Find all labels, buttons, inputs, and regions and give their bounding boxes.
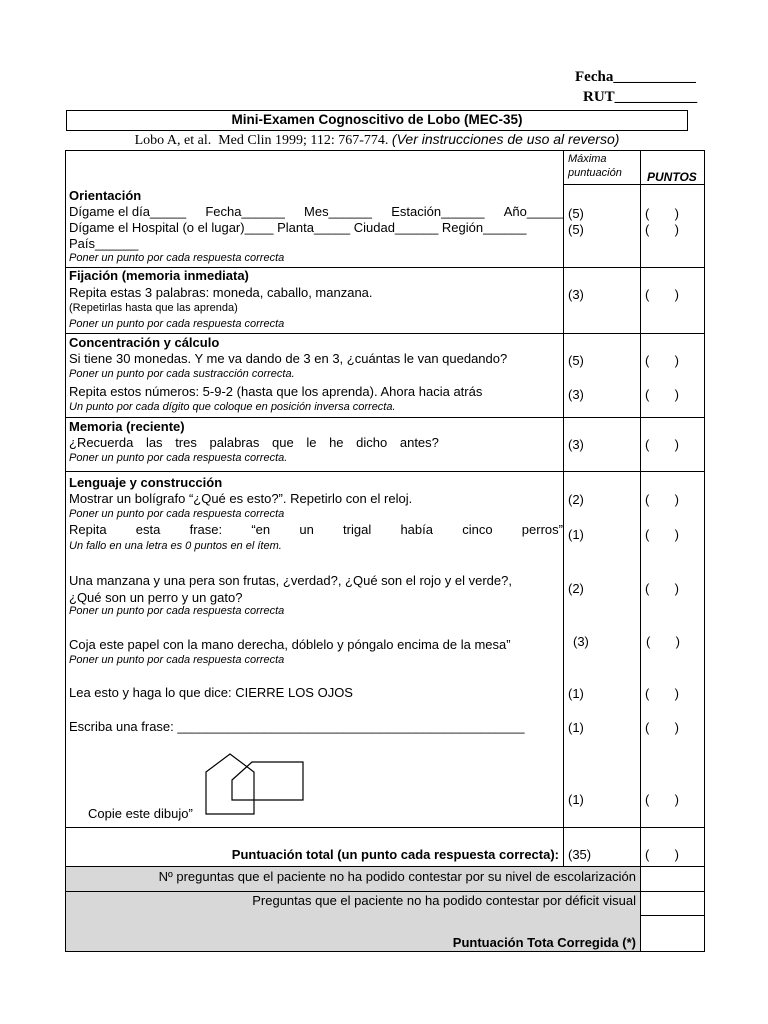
memoria-max: (3) xyxy=(568,437,584,452)
rule-visual-points xyxy=(640,915,705,916)
page-title: Mini-Examen Cognoscitivo de Lobo (MEC-35) xyxy=(231,112,523,127)
lenguaje-note1: Poner un punto por cada respuesta correcta xyxy=(69,508,285,520)
lenguaje-note4: Poner un punto por cada respuesta correcta xyxy=(69,654,285,666)
lenguaje-points6[interactable]: ( ) xyxy=(645,720,679,735)
rule-memoria xyxy=(65,471,705,472)
word: ¿Recuerda xyxy=(69,435,134,450)
field-fecha: Fecha______ xyxy=(205,204,285,219)
concentracion-max2: (3) xyxy=(568,387,584,402)
table-left xyxy=(65,150,66,952)
word: frase: xyxy=(189,522,223,537)
corregida-label: Puntuación Tota Corregida (*) xyxy=(452,935,636,950)
orientacion-max2: (5) xyxy=(568,222,584,237)
fijacion-max: (3) xyxy=(568,287,584,302)
fijacion-points[interactable]: ( ) xyxy=(645,287,679,302)
lenguaje-question7: Copie este dibujo” xyxy=(88,806,193,821)
rut-field[interactable]: RUT___________ xyxy=(583,89,698,105)
memoria-note: Poner un punto por cada respuesta correcta. xyxy=(69,452,288,464)
orientacion-points1[interactable]: ( ) xyxy=(645,206,679,221)
fijacion-note: Poner un punto por cada respuesta correcta xyxy=(69,318,285,330)
orientacion-row1 xyxy=(69,204,563,219)
word: he xyxy=(329,435,344,450)
word: un xyxy=(299,522,314,537)
lenguaje-question6: Escriba una frase: ________________________________________________ xyxy=(69,719,525,734)
concentracion-points1[interactable]: ( ) xyxy=(645,353,679,368)
section-orientacion: Orientación xyxy=(69,188,142,203)
word: “en xyxy=(251,522,271,537)
orientacion-note: Poner un punto por cada respuesta correcta xyxy=(69,252,285,264)
field-ano: Año_____ xyxy=(503,204,563,219)
lenguaje-max1: (2) xyxy=(568,492,584,507)
concentracion-question2: Repita estos números: 5-9-2 (hasta que los aprenda). Ahora hacia atrás xyxy=(69,384,483,399)
lenguaje-max4: (3) xyxy=(573,634,589,649)
lenguaje-max6: (1) xyxy=(568,720,584,735)
lenguaje-note2: Un fallo en una letra es 0 puntos en el ítem. xyxy=(69,540,282,552)
lenguaje-max3: (2) xyxy=(568,581,584,596)
word: las xyxy=(145,435,163,450)
max-header-line2: puntuación xyxy=(568,167,622,179)
lenguaje-max5: (1) xyxy=(568,686,584,701)
word: perros” xyxy=(521,522,563,537)
fijacion-subnote: (Repetirlas hasta que las aprenda) xyxy=(69,302,238,314)
word: Repita xyxy=(69,522,107,537)
instructions-note: (Ver instrucciones de uso al reverso) xyxy=(391,131,620,147)
lenguaje-max7: (1) xyxy=(568,792,584,807)
rule-concentracion xyxy=(65,417,705,418)
lenguaje-question1: Mostrar un bolígrafo “¿Qué es esto?”. Repetirlo con el reloj. xyxy=(69,491,413,506)
word: le xyxy=(306,435,317,450)
table-top xyxy=(65,150,705,151)
section-fijacion: Fijación (memoria inmediata) xyxy=(69,268,249,283)
word: dicho xyxy=(356,435,388,450)
rule-lenguaje xyxy=(65,827,705,828)
section-concentracion: Concentración y cálculo xyxy=(69,335,220,350)
word: tres xyxy=(175,435,197,450)
total-max: (35) xyxy=(568,847,592,862)
concentracion-question1: Si tiene 30 monedas. Y me va dando de 3 en 3, ¿cuántas le van quedando? xyxy=(69,351,508,366)
rule-escolarizacion xyxy=(65,891,705,892)
orientacion-row3: País______ xyxy=(69,236,139,251)
lenguaje-note3: Poner un punto por cada respuesta correcta xyxy=(69,605,285,617)
concentracion-note2: Un punto por cada dígito que coloque en posición inversa correcta. xyxy=(69,401,396,413)
lenguaje-points4[interactable]: ( ) xyxy=(646,634,680,649)
lenguaje-question2 xyxy=(69,522,563,537)
concentracion-note1: Poner un punto por cada sustracción correcta. xyxy=(69,368,295,380)
lenguaje-points5[interactable]: ( ) xyxy=(645,686,679,701)
orientacion-points2[interactable]: ( ) xyxy=(645,222,679,237)
pentagon-left xyxy=(206,754,254,814)
lenguaje-question5: Lea esto y haga lo que dice: CIERRE LOS OJOS xyxy=(69,685,353,700)
word: trigal xyxy=(343,522,372,537)
visual-label: Preguntas que el paciente no ha podido contestar por déficit visual xyxy=(252,893,636,908)
citation: Lobo A, et al. Med Clin 1999; 112: 767-774. xyxy=(134,133,392,148)
lenguaje-question4: Coja este papel con la mano derecha, dóblelo y póngalo encima de la mesa” xyxy=(69,637,511,652)
table-right xyxy=(704,150,705,952)
escolarizacion-label: Nº preguntas que el paciente no ha podido contestar por su nivel de escolarización xyxy=(158,869,636,884)
lenguaje-points7[interactable]: ( ) xyxy=(645,792,679,807)
orientacion-row2: Dígame el Hospital (o el lugar)____ Planta_____ Ciudad______ Región______ xyxy=(69,220,527,235)
section-memoria: Memoria (reciente) xyxy=(69,419,185,434)
lenguaje-points3[interactable]: ( ) xyxy=(645,581,679,596)
field-dia: Dígame el día_____ xyxy=(69,204,187,219)
word: cinco xyxy=(462,522,493,537)
word: esta xyxy=(135,522,161,537)
word: había xyxy=(400,522,433,537)
col-max-divider xyxy=(563,150,564,867)
lenguaje-points2[interactable]: ( ) xyxy=(645,527,679,542)
lenguaje-points1[interactable]: ( ) xyxy=(645,492,679,507)
fijacion-question: Repita estas 3 palabras: moneda, caballo, manzana. xyxy=(69,285,373,300)
memoria-points[interactable]: ( ) xyxy=(645,437,679,452)
word: antes? xyxy=(399,435,439,450)
word: palabras xyxy=(209,435,260,450)
header-rule xyxy=(563,184,705,185)
lenguaje-max2: (1) xyxy=(568,527,584,542)
lenguaje-question3b: ¿Qué son un perro y un gato? xyxy=(69,590,243,605)
max-header-line1: Máxima xyxy=(568,153,607,165)
section-lenguaje: Lenguaje y construcción xyxy=(69,475,223,490)
pentagon-right xyxy=(232,762,303,800)
rule-fijacion xyxy=(65,333,705,334)
concentracion-points2[interactable]: ( ) xyxy=(645,387,679,402)
concentracion-max1: (5) xyxy=(568,353,584,368)
lenguaje-question3a: Una manzana y una pera son frutas, ¿verdad?, ¿Qué son el rojo y el verde?, xyxy=(69,573,512,588)
memoria-question xyxy=(69,435,439,450)
table-bottom xyxy=(65,951,705,952)
reference-line xyxy=(66,131,688,149)
fecha-field[interactable]: Fecha___________ xyxy=(575,69,696,85)
field-estacion: Estación______ xyxy=(391,204,485,219)
total-label: Puntuación total (un punto cada respuesta correcta): xyxy=(231,847,559,862)
orientacion-max1: (5) xyxy=(568,206,584,221)
total-points[interactable]: ( ) xyxy=(645,847,679,862)
col-points-divider xyxy=(640,150,641,952)
rule-total xyxy=(65,866,705,867)
points-header: PUNTOS xyxy=(647,170,697,184)
word: que xyxy=(271,435,294,450)
field-mes: Mes______ xyxy=(304,204,372,219)
pentagon-drawing xyxy=(200,752,310,818)
